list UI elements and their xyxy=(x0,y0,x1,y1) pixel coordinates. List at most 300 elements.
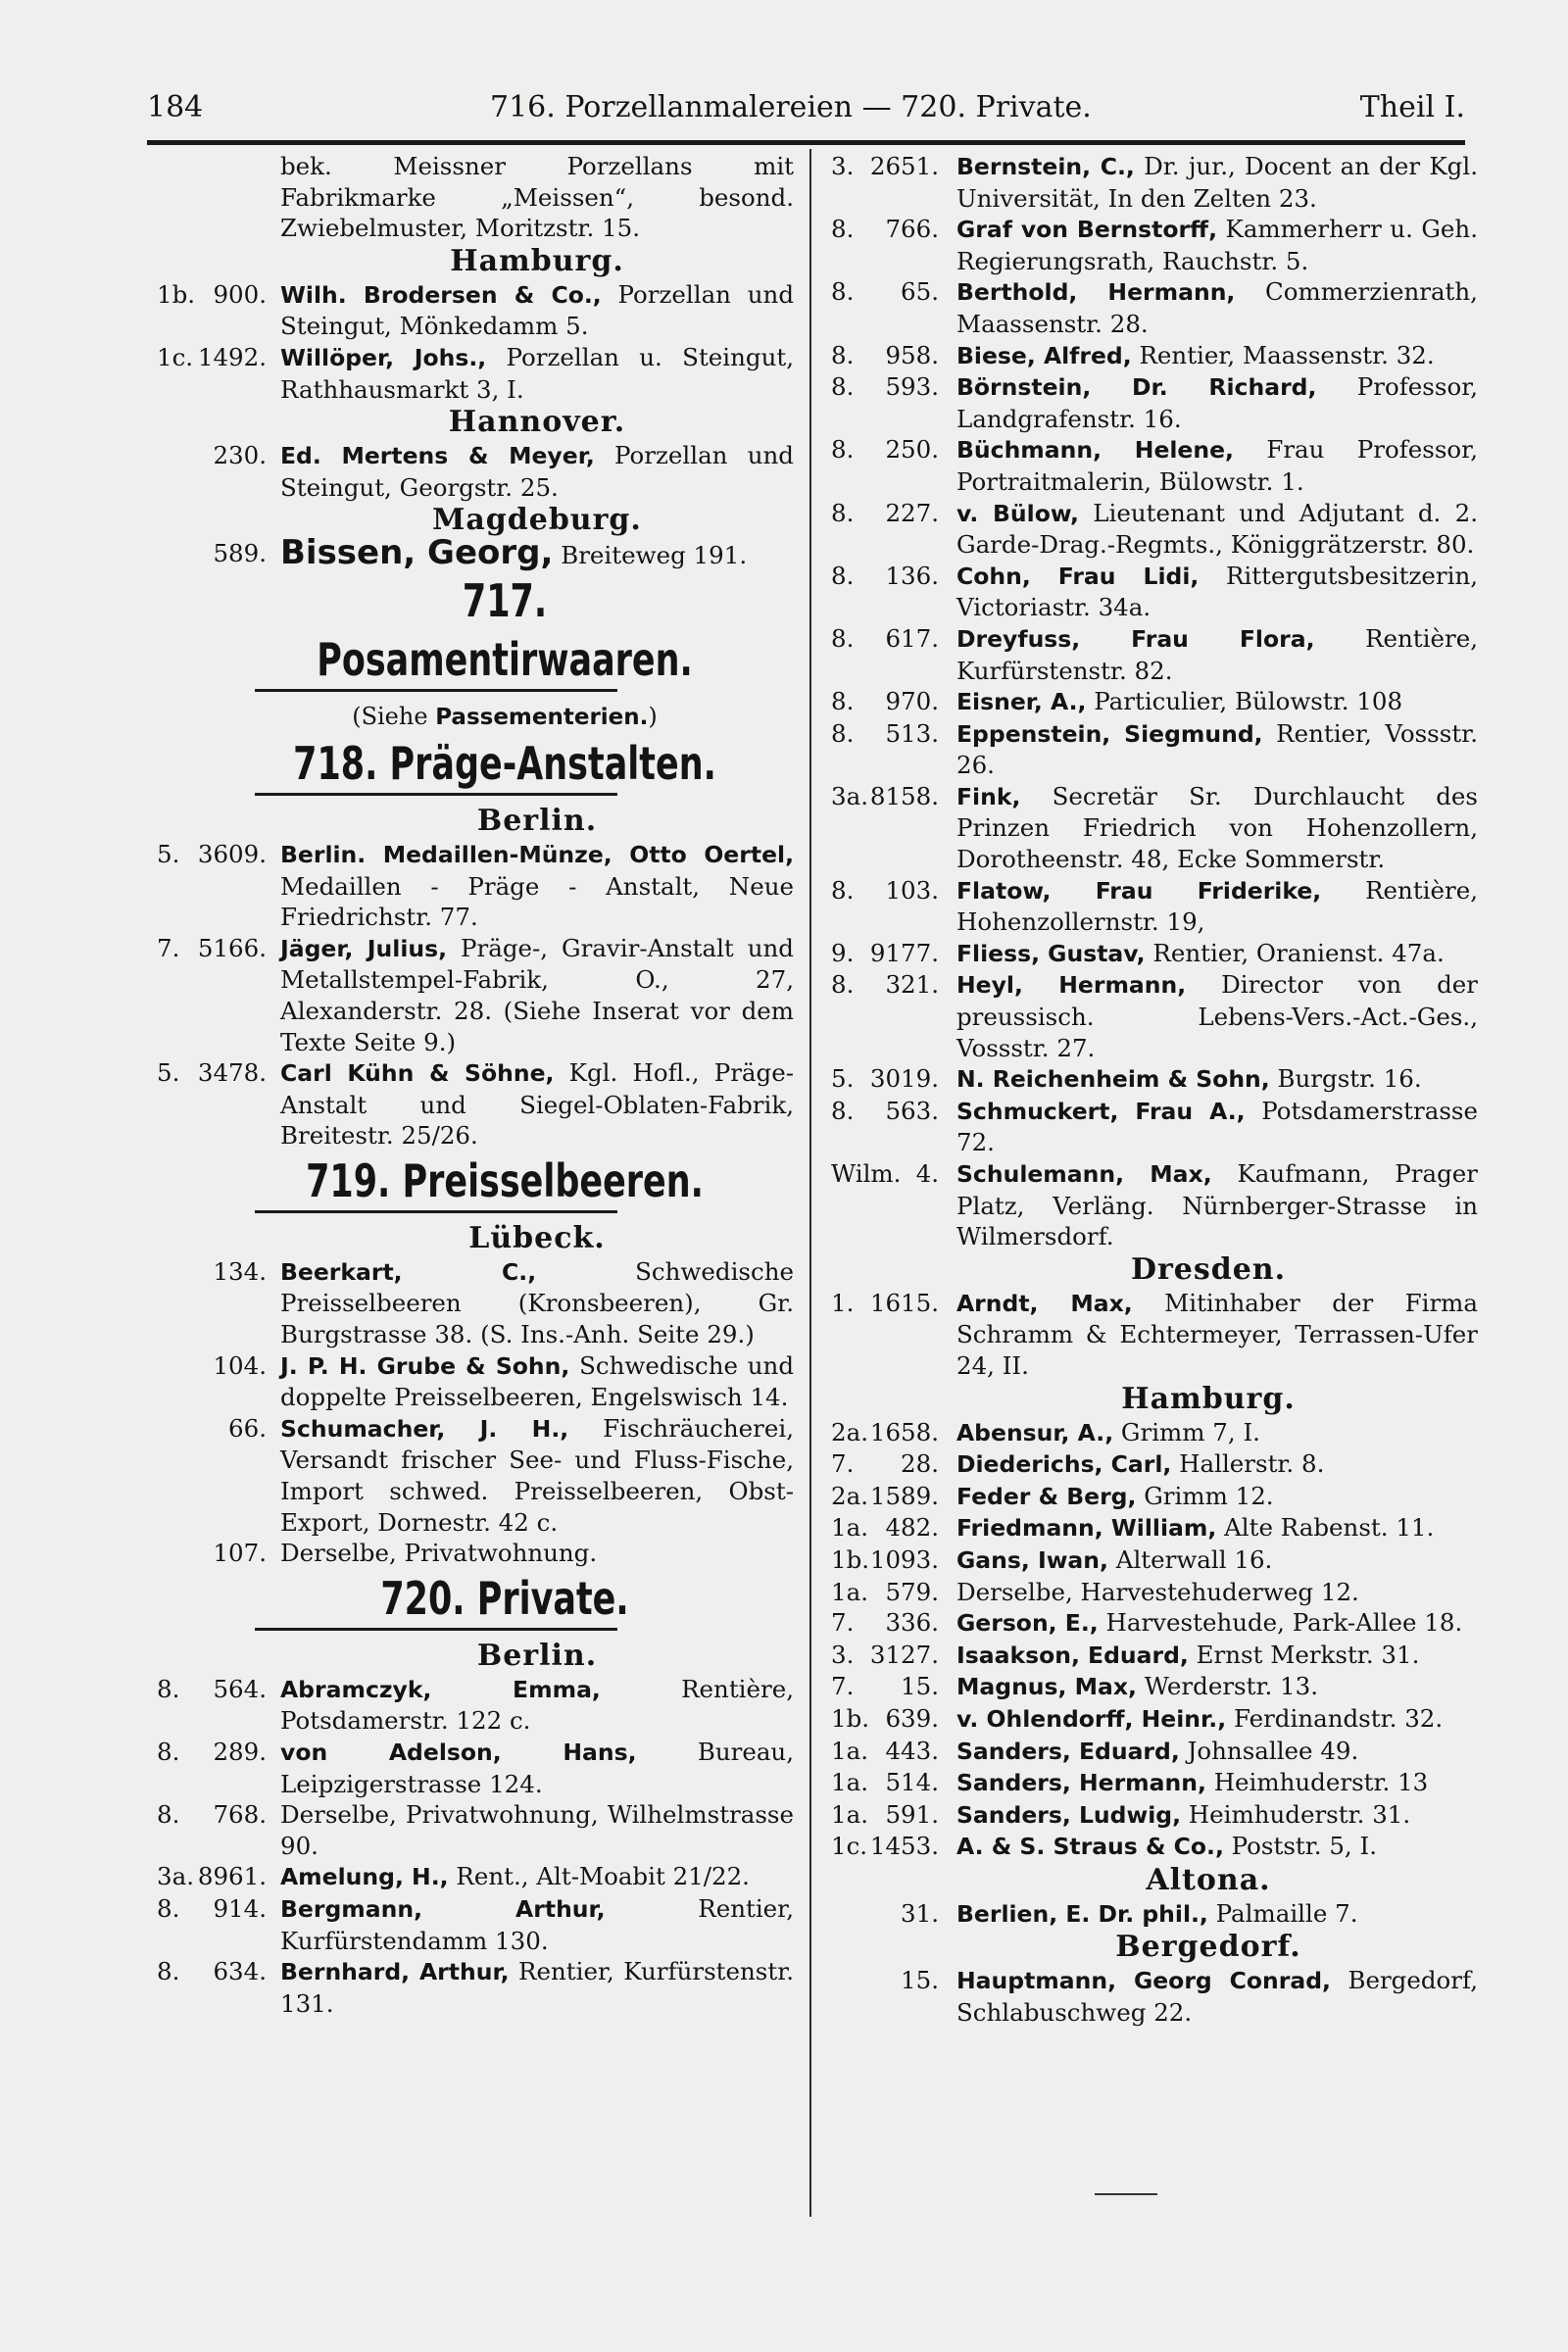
entry-name: Jäger, Julius, xyxy=(280,934,448,962)
cross-reference-prefix: (Siehe xyxy=(352,702,436,730)
directory-entry xyxy=(831,371,1478,434)
entry-body xyxy=(280,1538,794,1569)
entry-name: Feder & Berg, xyxy=(956,1482,1137,1510)
district-number: 3. xyxy=(831,152,855,180)
entry-name: Amelung, H., xyxy=(280,1863,449,1891)
directory-entry xyxy=(831,340,1478,372)
entry-details: Poststr. 5, I. xyxy=(1231,1832,1377,1861)
phone-number: 3609. xyxy=(197,839,267,868)
district-number: 1b. xyxy=(831,1544,870,1574)
phone-number: 136. xyxy=(885,561,939,590)
right-column xyxy=(831,151,1478,2029)
directory-entry xyxy=(831,623,1478,686)
district-number: 5. xyxy=(831,1064,855,1094)
entry-details: Frau Professor, Portraitmalerin, Bülowstr. 1. xyxy=(956,435,1478,496)
entry-name: Eppenstein, Siegmund, xyxy=(956,719,1263,748)
district-number: 8. xyxy=(831,372,855,402)
header-rule xyxy=(147,140,1465,145)
entry-name: N. Reichenheim & Sohn, xyxy=(956,1065,1270,1094)
entry-details: Werderstr. 13. xyxy=(1144,1672,1319,1701)
entry-details: Heimhuderstr. 31. xyxy=(1188,1799,1411,1829)
entry-name: Sanders, Eduard, xyxy=(956,1737,1180,1765)
district-number: Wilm. xyxy=(831,1159,902,1188)
directory-entry xyxy=(157,533,794,573)
entry-name: von Adelson, Hans, xyxy=(280,1739,637,1766)
entry-details: Derselbe, Privatwohnung, Wilhelmstrasse 90. xyxy=(280,1800,794,1860)
cross-reference xyxy=(216,700,794,734)
directory-entry xyxy=(157,1413,794,1538)
district-number: 8. xyxy=(831,875,855,905)
entry-body xyxy=(280,342,794,405)
entry-name: Bissen, Georg, xyxy=(280,533,554,573)
directory-entry xyxy=(157,1956,794,2019)
phone-number: 1615. xyxy=(869,1288,939,1317)
entry-name: Willöper, Johs., xyxy=(280,343,487,371)
phone-number: 3478. xyxy=(197,1058,267,1088)
district-number: 1a. xyxy=(831,1577,868,1606)
directory-entry xyxy=(831,1767,1478,1799)
entry-details: Rentier, Maassenstr. 32. xyxy=(1139,340,1435,369)
entry-details: Kaufmann, Prager Platz, Verläng. Nürnberger-Strasse in Wilmersdorf. xyxy=(956,1159,1478,1251)
entry-name: Beerkart, C., xyxy=(280,1257,537,1286)
directory-entry xyxy=(831,781,1478,875)
entry-body xyxy=(956,1767,1478,1799)
district-number: 5. xyxy=(157,839,180,868)
phone-number: 104. xyxy=(213,1350,267,1380)
district-number: 1b. xyxy=(157,279,196,309)
directory-entry xyxy=(831,1158,1478,1252)
entry-details: Porzellan und Steingut, Mönkedamm 5. xyxy=(280,279,795,341)
phone-number: 289. xyxy=(213,1738,267,1766)
phone-number: 513. xyxy=(885,718,939,748)
entry-body xyxy=(956,276,1478,339)
directory-entry xyxy=(157,1538,794,1569)
district-number: 8. xyxy=(831,340,855,369)
phone-number: 336. xyxy=(885,1608,939,1638)
entry-body xyxy=(956,1671,1478,1703)
entry-details: Bergedorf, Schlabuschweg 22. xyxy=(956,1966,1478,2028)
phone-number: 768. xyxy=(213,1800,267,1830)
directory-entry xyxy=(157,1350,794,1413)
entry-details: Derselbe, Harvestehuderweg 12. xyxy=(956,1577,1359,1606)
entry-details: Schwedische Preisselbeeren (Kronsbeeren), Gr. Burgstrasse 38. (S. Ins.-Anh. Seite 29.) xyxy=(280,1256,794,1349)
city-heading: Hannover. xyxy=(448,405,626,440)
phone-number: 617. xyxy=(885,623,939,653)
directory-entry xyxy=(831,434,1478,497)
entry-details: Bureau, Leipzigerstrasse 124. xyxy=(280,1738,794,1798)
entry-name: Fliess, Gustav, xyxy=(956,939,1146,967)
directory-entry xyxy=(831,561,1478,623)
district-number: 1a. xyxy=(831,1513,868,1543)
entry-name: A. & S. Straus & Co., xyxy=(956,1833,1224,1861)
entry-continuation xyxy=(157,151,794,244)
entry-name: Börnstein, Dr. Richard, xyxy=(956,373,1317,402)
phone-number: 107. xyxy=(213,1539,267,1568)
directory-entry xyxy=(157,933,794,1057)
entry-body xyxy=(956,561,1478,623)
entry-details: Kammerherr u. Geh. Regierungsrath, Rauchstr. 5. xyxy=(956,215,1478,275)
entry-name: Hauptmann, Georg Conrad, xyxy=(956,1967,1331,1995)
directory-entry xyxy=(157,1799,794,1861)
directory-entry xyxy=(157,342,794,405)
city-heading: Bergedorf. xyxy=(1115,1930,1301,1965)
entry-body xyxy=(280,1956,794,2019)
entry-body xyxy=(280,533,794,573)
entry-details: Director von der preussisch. Lebens-Vers.-Act.-Ges., Vossstr. 27. xyxy=(956,970,1478,1062)
phone-number: 958. xyxy=(885,340,939,369)
entry-details: Rentier, Kurfürstendamm 130. xyxy=(280,1893,794,1955)
entry-body xyxy=(280,1799,794,1861)
city-heading: Altona. xyxy=(1146,1862,1271,1897)
entry-name: Cohn, Frau Lidi, xyxy=(956,562,1200,590)
entry-body xyxy=(280,440,794,503)
entry-body xyxy=(956,1096,1478,1158)
directory-entry xyxy=(831,969,1478,1063)
section-rule xyxy=(255,793,617,796)
district-number: 8. xyxy=(831,215,855,244)
directory-entry xyxy=(831,1898,1478,1931)
district-number: 8. xyxy=(157,1893,180,1923)
entry-name: Diederichs, Carl, xyxy=(956,1450,1172,1479)
directory-entry xyxy=(157,1256,794,1350)
entry-body xyxy=(956,1831,1478,1863)
entry-name: Berthold, Hermann, xyxy=(956,278,1236,307)
entry-body xyxy=(956,938,1478,970)
entry-details: Dr. jur., Docent an der Kgl. Universität, In den Zelten 23. xyxy=(956,152,1478,213)
entry-body xyxy=(956,1703,1478,1736)
directory-entry xyxy=(831,1096,1478,1158)
entry-name: Bergmann, Arthur, xyxy=(280,1894,606,1923)
cross-reference-suffix: ) xyxy=(648,702,658,730)
entry-details: Porzellan u. Steingut, Rathhausmarkt 3, I. xyxy=(280,342,794,404)
district-number: 7. xyxy=(831,1672,855,1701)
entry-body xyxy=(956,781,1478,875)
district-number: 7. xyxy=(157,933,180,962)
city-heading: Magdeburg. xyxy=(432,503,642,538)
entry-body xyxy=(956,1512,1478,1544)
directory-entry xyxy=(157,279,794,342)
directory-entry xyxy=(831,498,1478,561)
directory-entry xyxy=(831,1448,1478,1481)
district-number: 7. xyxy=(831,1608,855,1638)
phone-number: 134. xyxy=(213,1256,267,1286)
district-number: 1b. xyxy=(831,1703,870,1733)
entry-body xyxy=(956,1577,1478,1608)
directory-entry xyxy=(831,1831,1478,1863)
entry-body xyxy=(280,1350,794,1413)
entry-body xyxy=(280,1057,794,1152)
district-number: 1a. xyxy=(831,1736,868,1765)
district-number: 3. xyxy=(831,1640,855,1669)
entry-body xyxy=(956,151,1478,214)
section-heading: 719. Preisselbeeren. xyxy=(306,1153,704,1207)
entry-body xyxy=(956,1158,1478,1252)
directory-entry xyxy=(831,938,1478,970)
entry-details: Burgstr. 16. xyxy=(1277,1064,1422,1094)
part-label: Theil I. xyxy=(1359,90,1465,124)
entry-name: Schumacher, J. H., xyxy=(280,1414,569,1443)
district-number: 5. xyxy=(157,1058,180,1088)
running-title: 716. Porzellanmalereien — 720. Private. xyxy=(490,90,1092,124)
city-heading: Berlin. xyxy=(476,803,598,838)
district-number: 9. xyxy=(831,938,855,967)
district-number: 1c. xyxy=(831,1832,868,1861)
directory-entry xyxy=(157,839,794,933)
directory-entry xyxy=(157,1674,794,1737)
entry-name: v. Bülow, xyxy=(956,499,1079,527)
phone-number: 31. xyxy=(901,1898,939,1928)
city-heading: Hamburg. xyxy=(1121,1381,1296,1416)
phone-number: 1453. xyxy=(869,1832,939,1861)
end-rule xyxy=(1095,2193,1157,2195)
entry-name: Berlin. Medaillen-Münze, Otto Oertel, xyxy=(280,840,794,868)
entry-body xyxy=(956,686,1478,718)
entry-body xyxy=(956,434,1478,497)
section-rule xyxy=(255,1628,617,1631)
entry-name: Sanders, Hermann, xyxy=(956,1769,1206,1797)
entry-body xyxy=(956,1799,1478,1832)
entry-details: Professor, Landgrafenstr. 16. xyxy=(956,372,1478,433)
directory-entry xyxy=(831,1481,1478,1513)
phone-number: 3127. xyxy=(869,1640,939,1669)
phone-number: 589. xyxy=(213,539,267,568)
phone-number: 66. xyxy=(228,1413,267,1443)
entry-details: Rentière, Potsdamerstr. 122 c. xyxy=(280,1674,794,1736)
entry-details: Porzellan und Steingut, Georgstr. 25. xyxy=(280,441,794,502)
entry-details: Rittergutsbesitzerin, Victoriastr. 34a. xyxy=(956,561,1479,622)
section-rule xyxy=(255,1210,617,1213)
entry-name: J. P. H. Grube & Sohn, xyxy=(280,1351,570,1380)
entry-details: Ernst Merkstr. 31. xyxy=(1196,1640,1420,1669)
district-number: 8. xyxy=(831,970,855,1000)
entry-body xyxy=(956,623,1478,686)
phone-number: 514. xyxy=(885,1768,939,1797)
entry-body xyxy=(280,1256,794,1350)
entry-body xyxy=(956,1417,1478,1449)
left-column xyxy=(157,151,794,2019)
entry-body xyxy=(956,1288,1478,1382)
directory-entry xyxy=(831,875,1478,938)
entry-details: Rent., Alt-Moabit 21/22. xyxy=(456,1862,750,1891)
entry-details: Secretär Sr. Durchlaucht des Prinzen Friedrich von Hohenzollern, Dorotheenstr. 48, Ecke Sommerstr. xyxy=(956,781,1478,874)
entry-name: Flatow, Frau Friderike, xyxy=(956,876,1322,905)
city-heading: Dresden. xyxy=(1130,1251,1287,1287)
section-heading: 718. Präge-Anstalten. xyxy=(293,736,716,790)
entry-details: Medaillen - Präge - Anstalt, Neue Friedrichstr. 77. xyxy=(280,871,794,932)
phone-number: 65. xyxy=(901,277,939,307)
phone-number: 227. xyxy=(885,498,939,527)
entry-name: Carl Kühn & Söhne, xyxy=(280,1059,555,1088)
entry-name: Ed. Mertens & Meyer, xyxy=(280,442,595,470)
entry-body xyxy=(956,1481,1478,1513)
entry-body xyxy=(280,933,794,1057)
entry-details: Rentier, Oranienst. 47a. xyxy=(1152,938,1445,967)
entry-name: Magnus, Max, xyxy=(956,1673,1137,1701)
directory-entry xyxy=(157,440,794,503)
directory-entry xyxy=(157,1861,794,1893)
city-heading: Hamburg. xyxy=(450,243,624,278)
entry-details: Heimhuderstr. 13 xyxy=(1213,1768,1429,1797)
phone-number: 103. xyxy=(885,875,939,905)
entry-body xyxy=(956,1736,1478,1768)
entry-body xyxy=(956,1640,1478,1672)
entry-name: Friedmann, William, xyxy=(956,1514,1217,1543)
entry-name: Dreyfuss, Frau Flora, xyxy=(956,624,1315,653)
entry-details: Commerzienrath, Maassenstr. 28. xyxy=(956,277,1478,338)
entry-body xyxy=(280,1674,794,1737)
entry-name: Schulemann, Max, xyxy=(956,1160,1212,1188)
entry-body xyxy=(280,279,794,342)
entry-name: Eisner, A., xyxy=(956,688,1087,716)
entry-body xyxy=(956,875,1478,938)
city-heading: Berlin. xyxy=(476,1638,598,1673)
entry-body xyxy=(956,498,1478,561)
phone-number: 579. xyxy=(885,1577,939,1606)
entry-details: Lieutenant und Adjutant d. 2. Garde-Drag.-Regmts., Königgrätzerstr. 80. xyxy=(956,498,1478,560)
district-number: 8. xyxy=(831,687,855,716)
entry-details: Palmaille 7. xyxy=(1215,1898,1358,1928)
phone-number: 564. xyxy=(213,1674,267,1703)
district-number: 2a. xyxy=(831,1417,868,1446)
entry-details: Kgl. Hofl., Präge-Anstalt und Siegel-Oblaten-Fabrik, Breitestr. 25/26. xyxy=(280,1058,795,1151)
entry-details: Johnsallee 49. xyxy=(1187,1736,1359,1765)
entry-body xyxy=(280,1413,794,1538)
phone-number: 482. xyxy=(885,1513,939,1543)
phone-number: 766. xyxy=(885,215,939,244)
phone-number: 914. xyxy=(213,1893,267,1923)
district-number: 1a. xyxy=(831,1768,868,1797)
directory-entry xyxy=(831,1063,1478,1096)
district-number: 8. xyxy=(831,561,855,590)
directory-entry xyxy=(831,151,1478,214)
district-number: 8. xyxy=(831,498,855,527)
phone-number: 321. xyxy=(885,970,939,1000)
entry-details: Rentière, Kurfürstenstr. 82. xyxy=(956,623,1478,685)
entry-details: Ferdinandstr. 32. xyxy=(1233,1703,1444,1733)
district-number: 8. xyxy=(831,277,855,307)
district-number: 8. xyxy=(157,1957,180,1986)
entry-name: Schmuckert, Frau A., xyxy=(956,1097,1246,1125)
entry-details: Rentière, Hohenzollernstr. 19, xyxy=(956,875,1479,937)
entry-body xyxy=(956,1965,1478,2028)
district-number: 3a. xyxy=(157,1862,194,1891)
directory-entry xyxy=(831,1965,1478,2028)
directory-entry xyxy=(831,1288,1478,1382)
column-divider xyxy=(809,149,811,2217)
district-number: 8. xyxy=(157,1800,180,1830)
entry-name: Heyl, Hermann, xyxy=(956,971,1187,1000)
directory-entry xyxy=(831,1799,1478,1832)
phone-number: 970. xyxy=(885,687,939,716)
directory-entry xyxy=(831,1736,1478,1768)
entry-details: Fischräucherei, Versandt frischer See- und Fluss-Fische, Import schwed. Preisselbeeren, Obst-Export, Dornestr. 42 c. xyxy=(280,1413,794,1537)
entry-body xyxy=(956,1063,1478,1096)
entry-name: Arndt, Max, xyxy=(956,1289,1133,1317)
page-header xyxy=(147,90,1465,129)
entry-name: Sanders, Ludwig, xyxy=(956,1800,1181,1829)
entry-details: Breiteweg 191. xyxy=(561,541,748,570)
district-number: 7. xyxy=(831,1449,855,1479)
entry-details: Derselbe, Privatwohnung. xyxy=(280,1539,598,1568)
phone-number: 250. xyxy=(885,435,939,465)
directory-entry xyxy=(157,1057,794,1152)
entry-details: Grimm 7, I. xyxy=(1120,1417,1260,1446)
phone-number: 634. xyxy=(213,1957,267,1986)
entry-name: Bernstein, C., xyxy=(956,153,1135,180)
directory-entry xyxy=(831,686,1478,718)
section-rule xyxy=(255,689,617,692)
directory-entry xyxy=(831,1417,1478,1449)
district-number: 1a. xyxy=(831,1799,868,1829)
entry-name: Isaakson, Eduard, xyxy=(956,1641,1189,1669)
phone-number: 8158. xyxy=(869,781,939,810)
city-heading: Lübeck. xyxy=(468,1220,606,1255)
entry-name: Büchmann, Helene, xyxy=(956,436,1234,465)
entry-body xyxy=(280,839,794,933)
phone-number: 593. xyxy=(885,372,939,402)
entry-name: Bernhard, Arthur, xyxy=(280,1958,510,1986)
directory-entry xyxy=(831,1544,1478,1577)
phone-number: 8961. xyxy=(197,1862,267,1891)
phone-number: 5166. xyxy=(197,933,267,962)
directory-entry xyxy=(831,1607,1478,1640)
entry-name: v. Ohlendorff, Heinr., xyxy=(956,1704,1227,1733)
entry-body xyxy=(280,1893,794,1956)
directory-entry xyxy=(831,214,1478,276)
phone-number: 3019. xyxy=(869,1064,939,1094)
cross-reference-target: Passementerien. xyxy=(435,704,649,730)
directory-entry xyxy=(831,718,1478,781)
entry-details: Particulier, Bülowstr. 108 xyxy=(1094,687,1403,716)
entry-body xyxy=(956,371,1478,434)
entry-details: Schwedische und doppelte Preisselbeeren, Engelswisch 14. xyxy=(280,1350,794,1412)
phone-number: 2651. xyxy=(869,152,939,180)
page-number: 184 xyxy=(147,90,204,124)
phone-number: 230. xyxy=(213,441,267,470)
phone-number: 1492. xyxy=(197,342,267,371)
district-number: 1c. xyxy=(157,342,194,371)
district-number: 8. xyxy=(157,1674,180,1703)
entry-body xyxy=(956,718,1478,781)
section-heading: 720. Private. xyxy=(380,1571,629,1625)
phone-number: 1658. xyxy=(869,1417,939,1446)
phone-number: 15. xyxy=(901,1966,939,1995)
entry-name: Wilh. Brodersen & Co., xyxy=(280,280,602,309)
entry-body xyxy=(956,214,1478,276)
entry-body xyxy=(280,1861,794,1893)
phone-number: 900. xyxy=(213,279,267,309)
phone-number: 15. xyxy=(901,1672,939,1701)
entry-body xyxy=(956,340,1478,372)
district-number: 8. xyxy=(831,435,855,465)
entry-name: Graf von Bernstorff, xyxy=(956,216,1218,244)
entry-details: Mitinhaber der Firma Schramm & Echtermeyer, Terrassen-Ufer 24, II. xyxy=(956,1288,1478,1380)
entry-details: Präge-, Gravir-Anstalt und Metallstempel-Fabrik, O., 27, Alexanderstr. 28. (Siehe Inserat vor dem Texte Seite 9.) xyxy=(280,933,794,1056)
phone-number: 1589. xyxy=(869,1481,939,1510)
directory-entry xyxy=(831,1512,1478,1544)
entry-body xyxy=(956,1544,1478,1577)
section-heading: 717. Posamentirwaaren. xyxy=(317,573,693,686)
district-number: 8. xyxy=(831,1096,855,1125)
entry-name: Abramczyk, Emma, xyxy=(280,1675,601,1703)
entry-name: Biese, Alfred, xyxy=(956,341,1132,369)
entry-details: Rentier, Vossstr. 26. xyxy=(956,718,1478,780)
phone-number: 591. xyxy=(885,1799,939,1829)
phone-number: 1093. xyxy=(869,1544,939,1574)
entry-details: Potsdamerstrasse 72. xyxy=(956,1096,1478,1157)
phone-number: 28. xyxy=(901,1449,939,1479)
directory-entry xyxy=(831,1640,1478,1672)
